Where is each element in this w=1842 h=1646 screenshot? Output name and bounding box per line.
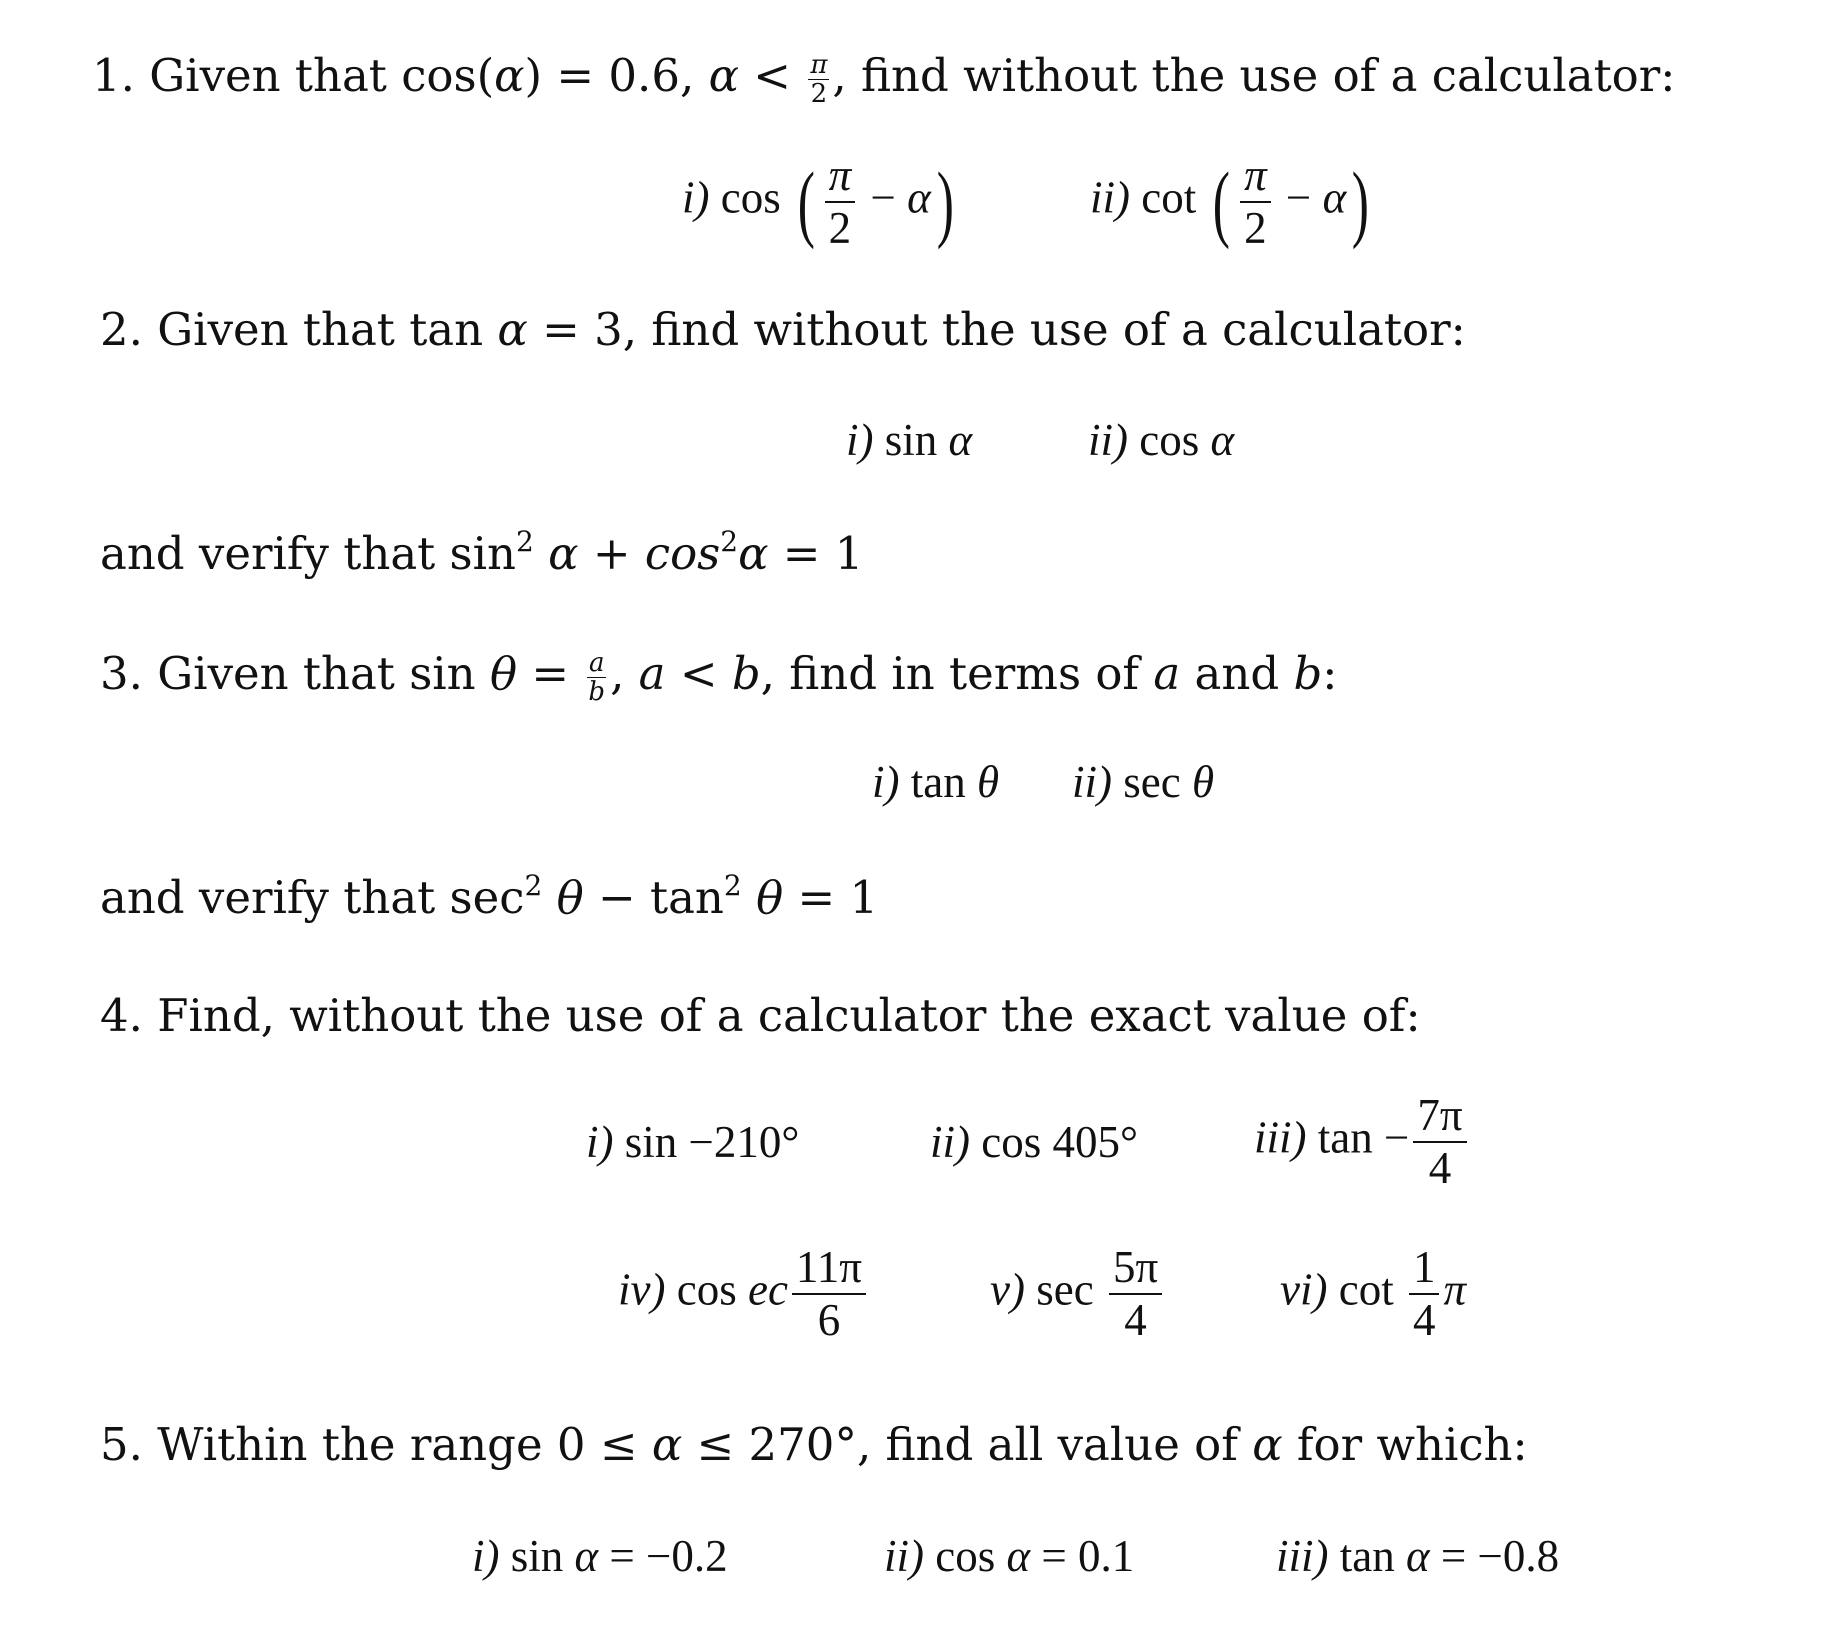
q5-part-ii: ii) cos α = 0.1: [884, 1531, 1135, 1581]
q4-part-i: i) sin −210°: [586, 1117, 800, 1167]
q1-part-ii: ii) cot ( $\frac{\pi}{2}$ − α): [1090, 150, 1370, 254]
a-over-b-fraction: $\frac{a}{b}$: [588, 648, 606, 707]
question-4-heading: 4. Find, without the use of a calculator the exact value of:: [100, 989, 1421, 1042]
q1-part-i: i) cos ( $\frac{\pi}{2}$ − α): [682, 150, 954, 254]
q4-part-v: v) sec $\frac{5\pi}{4}$: [990, 1244, 1166, 1345]
question-5-heading: 5. Within the range 0 ≤ α ≤ 270°, find all value of α for which:: [100, 1418, 1528, 1471]
q5-part-i: i) sin α = −0.2: [472, 1531, 728, 1581]
q2-part-i: i) sin α: [846, 415, 973, 465]
question-2-heading: 2. Given that tan α = 3, find without the use of a calculator:: [100, 303, 1466, 356]
q1-text: <: [738, 49, 806, 102]
q2-part-ii: ii) cos α: [1088, 415, 1235, 465]
alpha-symbol: α: [708, 49, 739, 102]
q1-text: , find without the use of a calculator:: [832, 49, 1676, 102]
q1-text: ) = 0.6,: [524, 49, 709, 102]
q3-verify: and verify that $\sec^2 \theta - \tan^2 \theta = 1$: [100, 869, 879, 924]
q3-part-i: i) tan θ: [872, 757, 1000, 807]
q4-part-ii: ii) cos 405°: [930, 1117, 1138, 1167]
q4-part-iv: iv) cos ec $\frac{11\pi}{6}$: [618, 1244, 870, 1345]
question-3-heading: 3. Given that sin θ = $\frac{a}{b}$ , a < b, find in terms of a and b:: [100, 647, 1338, 707]
q4-part-iii: iii) tan − $\frac{7\pi}{4}$: [1254, 1092, 1471, 1193]
q4-part-vi: vi) cot $\frac{1}{4}$ π: [1280, 1242, 1466, 1346]
q1-text: 1. Given that cos(: [92, 49, 495, 102]
q5-part-iii: iii) tan α = −0.8: [1276, 1531, 1560, 1581]
q2-verify: and verify that $\sin^2 \alpha + \cos^2\alpha = 1$: [100, 525, 864, 580]
pi-over-2-fraction: $\frac{\pi}{2}$: [810, 50, 828, 109]
question-1-heading: [92, 49, 1676, 109]
alpha-symbol: α: [494, 49, 525, 102]
q3-part-ii: ii) sec θ: [1072, 757, 1215, 807]
